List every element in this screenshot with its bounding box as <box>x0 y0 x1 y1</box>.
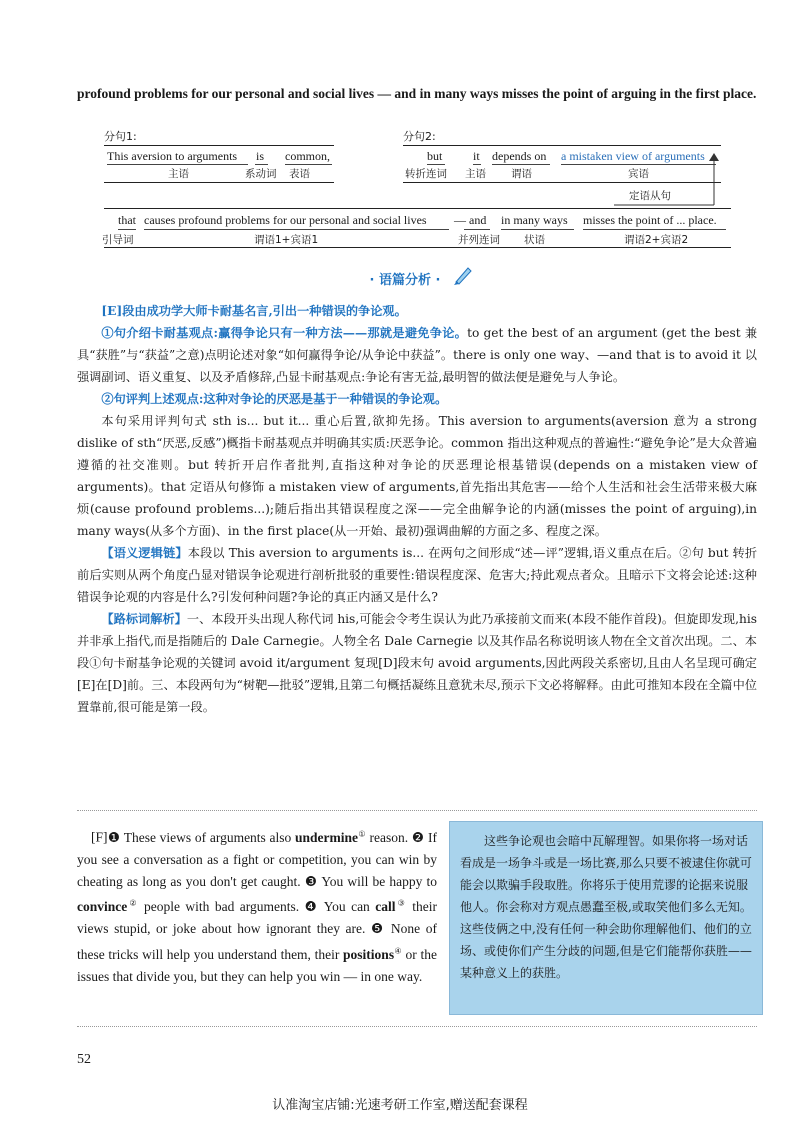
clause2-conj-role: 转折连词 <box>405 168 447 180</box>
top-sentence: profound problems for our personal and social lives — and in many ways misses the point of arguing in the first place. <box>77 86 757 101</box>
vocab-word: call <box>375 899 396 914</box>
clause1-predicative-role: 表语 <box>289 168 310 180</box>
sentence-number: ❹ <box>304 899 319 914</box>
clause2-object: a mistaken view of arguments <box>561 149 705 163</box>
passage-f <box>77 823 437 988</box>
analysis-p2-head: ①句介绍卡耐基观点:赢得争论只有一种方法——那就是避免争论。 <box>101 326 468 340</box>
attr-clause-connector <box>100 145 730 215</box>
footnote-marker: ④ <box>394 946 402 955</box>
vocab-word: undermine <box>294 829 358 845</box>
clause1-verb-role: 系动词 <box>245 168 277 180</box>
clause3-box <box>104 208 731 248</box>
translation-text: 这些争论观也会暗中瓦解理智。如果你将一场对话看成是一场争斗或是一场比赛,那么只要不被逮住你就可能会以欺骗手段取胜。你将乐于使用荒谬的论据来说服他人。你会称对方观点愚蠢至极,或取笑他们多么无知。这些伎俩之中,没有任何一种会助你理解他们、他们的立场、或使你们产生分歧的问题,但是它们能帮你获胜——某种意义上的获胜。 <box>460 834 752 980</box>
clause3-conj: — and <box>454 213 487 227</box>
page-number: 52 <box>77 1052 91 1067</box>
divider-top <box>77 810 757 811</box>
clause2-label: 分句2: <box>403 130 436 143</box>
clause3-predicate2: misses the point of ... place. <box>583 213 717 227</box>
passage-text: If you see a conversation as a fight or competition, you can win by cheating as long as you don't get caught. <box>77 829 438 889</box>
clause3-relative: that <box>118 213 136 227</box>
section-title <box>340 270 470 292</box>
sentence-number: ❶ <box>107 829 121 845</box>
clause2-verb-role: 谓语 <box>511 168 532 180</box>
section-title-text: · 语篇分析 · <box>369 273 441 288</box>
passage-text: reason. <box>365 829 412 845</box>
clause1-predicative: common, <box>285 149 330 163</box>
passage-text: These views of arguments also <box>120 829 295 845</box>
clause1-subject-role: 主语 <box>168 168 189 180</box>
passage-text: You can <box>318 899 376 914</box>
footer-text: 认准淘宝店铺:光速考研工作室,赠送配套课程 <box>272 1098 528 1113</box>
clause2-verb: depends on <box>492 149 547 163</box>
clause3-predicate2-role: 谓语2+宾语2 <box>624 234 689 246</box>
analysis-p3-body: 本句采用评判句式 sth is... but it... 重心后置,欲抑先扬。This aversion to arguments(aversion 意为 a strong dislike of sth“厌恶,反感”)概指卡耐基观点并明确其实质:厌恶争论。common 指出这种观点的普遍性:“避免争论”是大众普遍遵循的社交准则。but 转折开启作者批判,直指这种对争论的厌恶理论根基错误(depends on a mistaken view of arguments)。that 定语从句修饰 a mistaken view of arguments,首先指出其危害——给个人生活和社会生活带来极大麻烦(cause profound problems...);随后指出其错误程度之深——完全曲解争论的内涵(misses the point of arguing),in many ways(从多个方面)、in the first place(从一开始、最初)强调曲解的方面之多、程度之深。 <box>77 414 757 538</box>
analysis-block <box>77 300 757 718</box>
clause2-conj: but <box>427 149 443 163</box>
analysis-p5-body: 一、本段开头出现人称代词 his,可能会令考生误认为此乃承接前文而来(本段不能作首段)。但旋即发现,his 并非承上指代,而是指随后的 Dale Carnegie。人物全名 Dale Carnegie 以及其作品名称说明该人物在全文首次出现。二、本段①句卡耐基争论观的关键词 avoid it/argument 复现[D]段末句 avoid arguments,因此两段关系密切,且由人名呈现可确定[E]在[D]前。三、本段两句为“树靶—批驳”逻辑,且第二句概括凝练且意犹未尽,预示下文必将解释。由此可推知本段在全篇中位置靠前,很可能是第一段。 <box>77 612 757 714</box>
clause3-adverbial-role: 状语 <box>524 234 545 246</box>
passage-text: You will be happy to <box>317 873 438 889</box>
sentence-number: ❸ <box>304 873 318 889</box>
translation-box <box>449 821 763 1015</box>
passage-text: None of these tricks will help you understand them, their <box>77 921 437 962</box>
analysis-p1-head: [E]段由成功学大师卡耐基名言,引出一种错误的争论观。 <box>101 304 407 318</box>
clause1-subject: This aversion to arguments <box>107 149 238 163</box>
sentence-number: ❷ <box>411 829 425 845</box>
divider-bottom <box>77 1026 757 1027</box>
pen-icon <box>452 264 474 286</box>
passage-text: or the issues that divide you, but they can help you win — in one way. <box>77 946 437 984</box>
passage-text: people with bad arguments. <box>138 899 305 914</box>
vocab-word: convince <box>77 899 128 914</box>
clause2-subject: it <box>473 149 480 163</box>
footnote-marker: ② <box>127 898 139 908</box>
attr-clause-label: 定语从句 <box>629 190 671 202</box>
passage-text: their views stupid, or joke about how ignorant they are. <box>77 899 438 936</box>
vocab-word: positions <box>343 946 395 962</box>
sentence-number: ❺ <box>371 921 386 936</box>
clause2-object-role: 宾语 <box>628 168 649 180</box>
clause3-conj-role: 并列连词 <box>458 234 500 246</box>
analysis-p4-body: 本段以 This aversion to arguments is... 在两句之间形成“述—评”逻辑,语义重点在后。②句 but 转折前后实则从两个角度凸显对错误争论观进行剖析批驳的重要性:错误程度深、危害大;持此观点者众。且暗示下文将会论述:这种错误争论观的内容是什么?引发何种问题?争论的真正内涵又是什么? <box>77 546 758 604</box>
passage-f-label: [F] <box>91 829 108 845</box>
clause1-verb: is <box>256 149 265 163</box>
clause3-predicate1: causes profound problems for our personal and social lives <box>144 213 427 227</box>
passage-f-body <box>77 830 437 984</box>
analysis-p3-head: ②句评判上述观点:这种对争论的厌恶是基于一种错误的争论观。 <box>101 392 448 406</box>
clause3-adverbial: in many ways <box>501 213 568 227</box>
clause2-subject-role: 主语 <box>465 168 486 180</box>
footnote-marker: ① <box>358 829 366 838</box>
analysis-p2-body: to get the best of an argument (get the best 兼具“获胜”与“获益”之意)点明论述对象“如何赢得争论/从争论中获益”。there is only one way、—and that is to avoid it 以强调副词、语义重复、以及矛盾修辞,凸显卡耐基观点:争论有害无益,最明智的做法便是避免与人争论。 <box>77 326 758 384</box>
clause1-label: 分句1: <box>104 130 137 143</box>
footnote-marker: ③ <box>395 898 407 908</box>
analysis-p4-head: 【语义逻辑链】 <box>101 546 188 560</box>
analysis-p5-head: 【路标词解析】 <box>101 612 187 626</box>
clause3-relative-role: 引导词 <box>102 234 134 246</box>
clause3-predicate1-role: 谓语1+宾语1 <box>254 234 319 246</box>
